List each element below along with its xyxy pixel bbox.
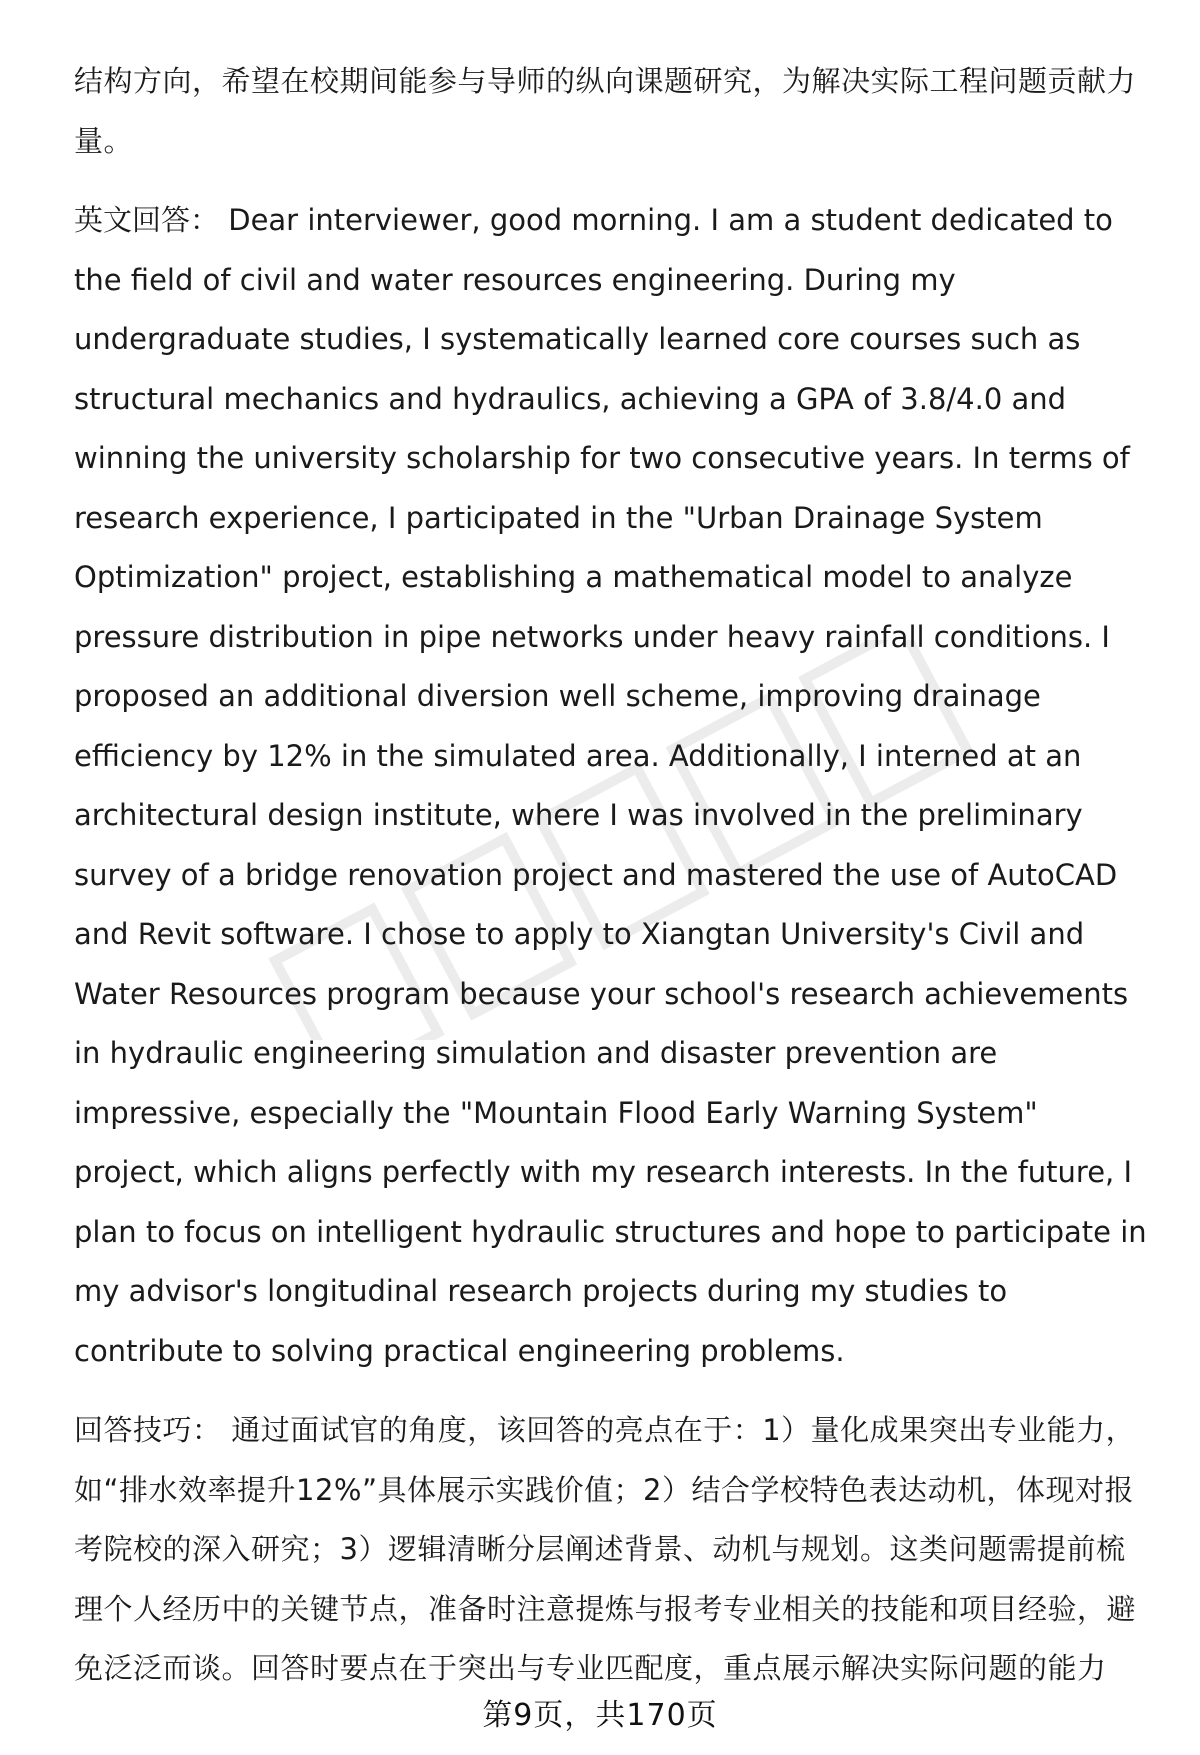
english-answer-label: 英文回答： [74, 203, 220, 237]
paragraph-answer-tips [74, 1401, 1154, 1699]
paragraph-intro-tail [74, 52, 1154, 171]
document-page [74, 52, 1154, 1699]
intro-tail-text: 结构方向，希望在校期间能参与导师的纵向课题研究，为解决实际工程问题贡献力量。 [74, 64, 1137, 158]
paragraph-gap [74, 171, 1154, 191]
page-indicator: 第9页，共170页 [482, 1698, 718, 1733]
paragraph-english-answer [74, 191, 1154, 1381]
paragraph-gap [74, 1381, 1154, 1401]
answer-tips-label: 回答技巧： [74, 1413, 222, 1447]
answer-tips-text: 通过面试官的角度，该回答的亮点在于：1）量化成果突出专业能力，如“排水效率提升12%”具体展示实践价值；2）结合学校特色表达动机，体现对报考院校的深入研究；3）逻辑清晰分层阐述背景、动机与规划。这类问题需提前梳理个人经历中的关键节点，准备时注意提炼与报考专业相关的技能和项目经验，避免泛泛而谈。回答时要点在于突出与专业匹配度，重点展示解决实际问题的能力 [74, 1413, 1137, 1685]
english-answer-text: Dear interviewer, good morning. I am a student dedicated to the field of civil and water resources engineering. During my undergraduate studies, I systematically learned core courses such as structural mechanics and hydraulics, achieving a GPA of 3.8/4.0 and winning the university scholarship for two consecutive years. In terms of research experience, I participated in the "Urban Drainage System Optimization" project, establishing a mathematical model to analyze pressure distribution in pipe networks under heavy rainfall conditions. I proposed an additional diversion well scheme, improving drainage efficiency by 12% in the simulated area. Additionally, I interned at an architectural design institute, where I was involved in the preliminary survey of a bridge renovation project and mastered the use of AutoCAD and Revit software. I chose to apply to Xiangtan University's Civil and Water Resources program because your school's research achievements in hydraulic engineering simulation and disaster prevention are impressive, especially the "Mountain Flood Early Warning System" project, which aligns perfectly with my research interests. In the future, I plan to focus on intelligent hydraulic structures and hope to participate in my advisor's longitudinal research projects during my studies to contribute to solving practical engineering problems. [74, 203, 1147, 1368]
page-footer [0, 1690, 1200, 1734]
